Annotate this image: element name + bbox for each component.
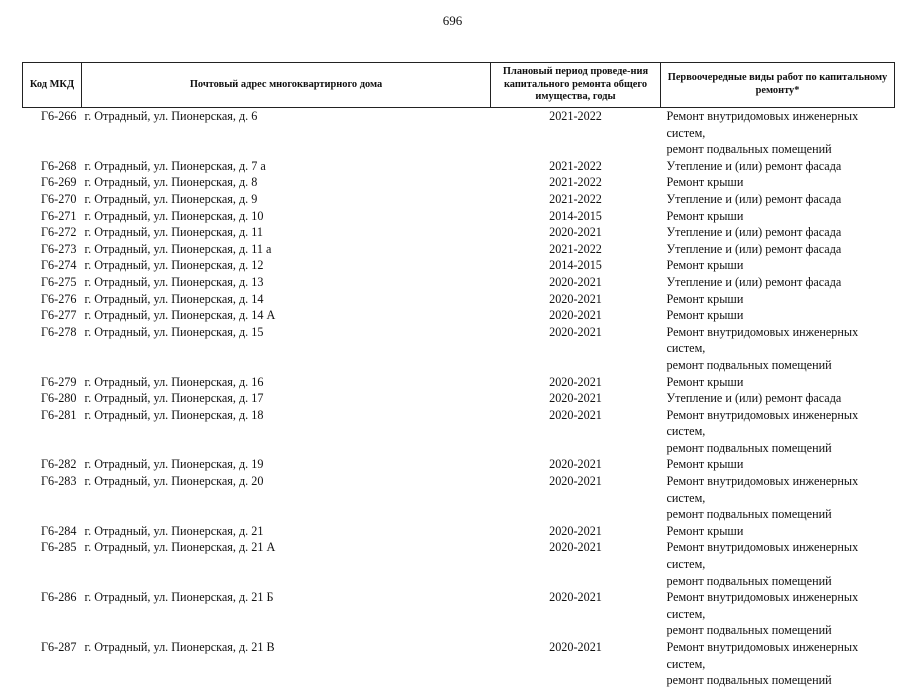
cell-work-types <box>661 307 895 324</box>
table-row <box>23 208 895 225</box>
cell-code: Г6-285 <box>41 540 77 555</box>
cell-work-types <box>661 523 895 540</box>
work-type-line: Утепление и (или) ремонт фасада <box>666 274 842 289</box>
work-type-line: Ремонт крыши <box>666 291 744 306</box>
cell-code: Г6-280 <box>41 391 77 406</box>
table-row <box>23 224 895 241</box>
cell-address: г. Отрадный, ул. Пионерская, д. 20 <box>84 474 264 489</box>
work-type-line: Утепление и (или) ремонт фасада <box>666 391 842 406</box>
table-row <box>23 589 895 639</box>
work-type-line: Ремонт внутридомовых инженерных систем, <box>666 109 859 140</box>
cell-work-types <box>661 539 895 589</box>
cell-address: г. Отрадный, ул. Пионерская, д. 12 <box>84 258 264 273</box>
header-work-types: Первоочередные виды работ по капитальному ремонту* <box>661 63 895 108</box>
cell-period: 2020-2021 <box>549 640 602 654</box>
work-type-line: Ремонт внутридомовых инженерных систем, <box>666 474 859 505</box>
work-type-line: Ремонт крыши <box>666 374 744 389</box>
cell-work-types <box>661 291 895 308</box>
table-row <box>23 158 895 175</box>
cell-work-types <box>661 274 895 291</box>
cell-code: Г6-284 <box>41 523 77 538</box>
cell-period: 2020-2021 <box>549 407 602 422</box>
header-address: Почтовый адрес многоквартирного дома <box>82 63 491 108</box>
table-row <box>23 108 895 158</box>
header-period: Плановый период проведе-ния капитального ремонта общего имущества, годы <box>491 63 661 108</box>
cell-period: 2014-2015 <box>549 208 602 223</box>
cell-address: г. Отрадный, ул. Пионерская, д. 8 <box>84 175 258 190</box>
cell-code: Г6-275 <box>41 274 77 289</box>
table-row <box>23 274 895 291</box>
cell-address: г. Отрадный, ул. Пионерская, д. 18 <box>84 407 264 422</box>
cell-code: Г6-279 <box>41 374 77 389</box>
cell-work-types <box>661 639 895 689</box>
cell-code: Г6-266 <box>41 109 77 123</box>
cell-code: Г6-273 <box>41 241 77 256</box>
cell-period: 2020-2021 <box>549 308 602 323</box>
cell-code: Г6-271 <box>41 208 77 223</box>
cell-code: Г6-282 <box>41 457 77 472</box>
cell-period: 2020-2021 <box>549 374 602 389</box>
cell-work-types <box>661 224 895 241</box>
cell-code: Г6-286 <box>41 590 77 605</box>
header-code: Код МКД <box>23 63 82 108</box>
cell-address: г. Отрадный, ул. Пионерская, д. 7 а <box>84 158 266 173</box>
work-type-line: Ремонт крыши <box>666 523 744 538</box>
cell-code: Г6-281 <box>41 407 77 422</box>
cell-work-types <box>661 324 895 374</box>
cell-address: г. Отрадный, ул. Пионерская, д. 14 <box>84 291 264 306</box>
cell-work-types <box>661 407 895 457</box>
cell-address: г. Отрадный, ул. Пионерская, д. 16 <box>84 374 264 389</box>
work-type-line: Ремонт крыши <box>666 175 744 190</box>
cell-code: Г6-272 <box>41 225 77 240</box>
table-row <box>23 191 895 208</box>
cell-address: г. Отрадный, ул. Пионерская, д. 11 а <box>84 241 272 256</box>
cell-work-types <box>661 390 895 407</box>
cell-work-types <box>661 174 895 191</box>
cell-period: 2020-2021 <box>549 391 602 406</box>
cell-address: г. Отрадный, ул. Пионерская, д. 17 <box>84 391 264 406</box>
work-type-line: ремонт подвальных помещений <box>666 357 832 372</box>
capital-repair-table <box>22 62 895 689</box>
cell-address: г. Отрадный, ул. Пионерская, д. 6 <box>84 109 258 123</box>
cell-code: Г6-278 <box>41 324 77 339</box>
work-type-line: ремонт подвальных помещений <box>666 673 832 688</box>
table-header <box>23 63 895 108</box>
cell-address: г. Отрадный, ул. Пионерская, д. 11 <box>84 225 263 240</box>
table-row <box>23 291 895 308</box>
table-row <box>23 374 895 391</box>
cell-code: Г6-276 <box>41 291 77 306</box>
cell-code: Г6-269 <box>41 175 77 190</box>
cell-address: г. Отрадный, ул. Пионерская, д. 21 <box>84 523 264 538</box>
cell-work-types <box>661 374 895 391</box>
work-type-line: Ремонт крыши <box>666 308 744 323</box>
cell-period: 2020-2021 <box>549 474 602 489</box>
cell-work-types <box>661 589 895 639</box>
cell-period: 2020-2021 <box>549 523 602 538</box>
cell-period: 2020-2021 <box>549 540 602 555</box>
cell-work-types <box>661 456 895 473</box>
work-type-line: ремонт подвальных помещений <box>666 623 832 638</box>
table-row <box>23 257 895 274</box>
cell-address: г. Отрадный, ул. Пионерская, д. 21 Б <box>84 590 274 605</box>
cell-address: г. Отрадный, ул. Пионерская, д. 21 А <box>84 540 276 555</box>
work-type-line: Ремонт крыши <box>666 457 744 472</box>
header-row <box>23 63 895 108</box>
table-row <box>23 241 895 258</box>
cell-work-types <box>661 241 895 258</box>
cell-period: 2020-2021 <box>549 225 602 240</box>
cell-work-types <box>661 208 895 225</box>
work-type-line: ремонт подвальных помещений <box>666 142 832 157</box>
cell-work-types <box>661 257 895 274</box>
cell-address: г. Отрадный, ул. Пионерская, д. 15 <box>84 324 264 339</box>
cell-period: 2020-2021 <box>549 457 602 472</box>
table-row <box>23 407 895 457</box>
cell-code: Г6-274 <box>41 258 77 273</box>
table-row <box>23 523 895 540</box>
work-type-line: ремонт подвальных помещений <box>666 507 832 522</box>
cell-work-types <box>661 191 895 208</box>
page-number: 696 <box>442 13 463 28</box>
cell-address: г. Отрадный, ул. Пионерская, д. 14 А <box>84 308 276 323</box>
cell-period: 2020-2021 <box>549 291 602 306</box>
cell-code: Г6-283 <box>41 474 77 489</box>
cell-code: Г6-268 <box>41 158 77 173</box>
cell-code: Г6-270 <box>41 191 77 206</box>
table-row <box>23 473 895 523</box>
cell-address: г. Отрадный, ул. Пионерская, д. 10 <box>84 208 264 223</box>
cell-period: 2021-2022 <box>549 175 602 190</box>
work-type-line: ремонт подвальных помещений <box>666 440 832 455</box>
cell-period: 2020-2021 <box>549 324 602 339</box>
cell-period: 2020-2021 <box>549 590 602 605</box>
work-type-line: Утепление и (или) ремонт фасада <box>666 158 842 173</box>
cell-code: Г6-287 <box>41 640 77 654</box>
cell-period: 2020-2021 <box>549 274 602 289</box>
cell-period: 2021-2022 <box>549 158 602 173</box>
table-row <box>23 639 895 689</box>
cell-period: 2021-2022 <box>549 241 602 256</box>
table-row <box>23 324 895 374</box>
work-type-line: Ремонт внутридомовых инженерных систем, <box>666 324 859 356</box>
table-body <box>23 108 895 689</box>
work-type-line: Утепление и (или) ремонт фасада <box>666 191 842 206</box>
cell-work-types <box>661 108 895 158</box>
cell-period: 2014-2015 <box>549 258 602 273</box>
table-row <box>23 390 895 407</box>
work-type-line: Утепление и (или) ремонт фасада <box>666 241 842 256</box>
cell-code: Г6-277 <box>41 308 77 323</box>
work-type-line: Ремонт крыши <box>666 258 744 273</box>
work-type-line: Ремонт внутридомовых инженерных систем, <box>666 590 859 621</box>
work-type-line: Ремонт внутридомовых инженерных систем, <box>666 407 859 439</box>
work-type-line: Утепление и (или) ремонт фасада <box>666 225 842 240</box>
cell-work-types <box>661 158 895 175</box>
table-row <box>23 456 895 473</box>
cell-work-types <box>661 473 895 523</box>
table-row <box>23 307 895 324</box>
work-type-line: Ремонт крыши <box>666 208 744 223</box>
cell-address: г. Отрадный, ул. Пионерская, д. 9 <box>84 191 258 206</box>
cell-address: г. Отрадный, ул. Пионерская, д. 21 В <box>84 640 275 654</box>
cell-address: г. Отрадный, ул. Пионерская, д. 13 <box>84 274 264 289</box>
work-type-line: ремонт подвальных помещений <box>666 573 832 588</box>
work-type-line: Ремонт внутридомовых инженерных систем, <box>666 640 859 671</box>
table-row <box>23 539 895 589</box>
cell-period: 2021-2022 <box>549 109 602 123</box>
cell-period: 2021-2022 <box>549 191 602 206</box>
work-type-line: Ремонт внутридомовых инженерных систем, <box>666 540 859 572</box>
table-row <box>23 174 895 191</box>
cell-address: г. Отрадный, ул. Пионерская, д. 19 <box>84 457 264 472</box>
